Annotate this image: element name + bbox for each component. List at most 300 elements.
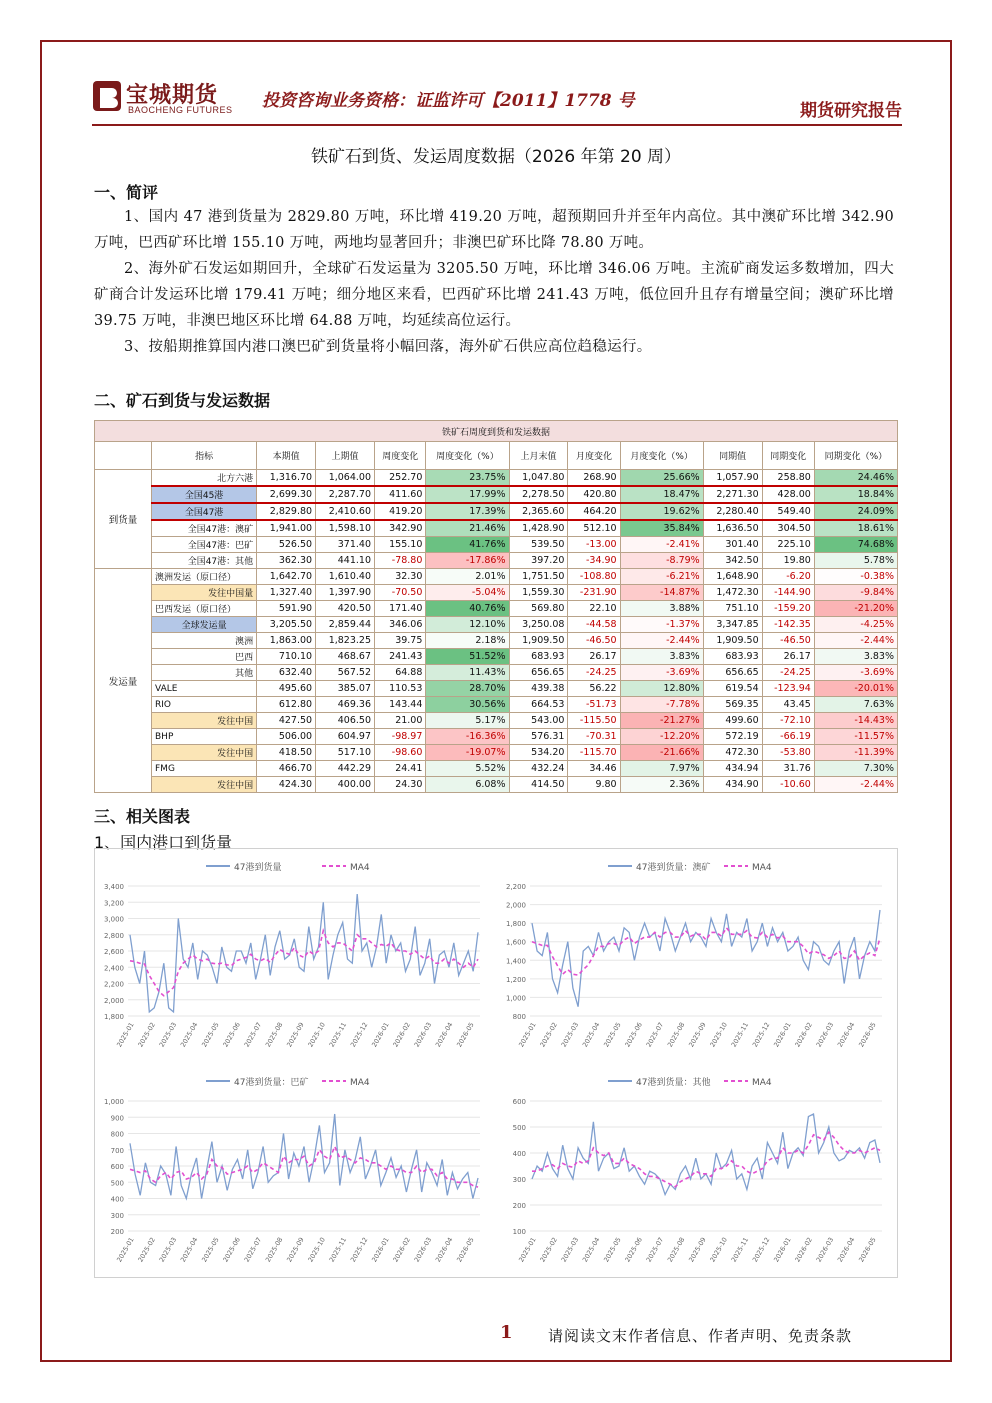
table-cell: 252.70 (375, 470, 426, 487)
table-cell: 439.38 (509, 681, 568, 697)
x-tick-label: 2026-03 (412, 1021, 434, 1049)
table-cell: 371.40 (316, 537, 375, 553)
x-tick-label: 2025-02 (136, 1021, 157, 1049)
table-cell: 683.93 (509, 649, 568, 665)
table-cell: -123.94 (762, 681, 814, 697)
table-cell: -46.50 (568, 633, 620, 649)
x-tick-label: 2026-03 (412, 1236, 434, 1264)
x-tick-label: 2025-09 (285, 1236, 306, 1264)
y-tick-label: 600 (512, 1098, 526, 1106)
header-divider (92, 124, 902, 126)
document-title: 铁矿石到货、发运周度数据（2026 年第 20 周） (310, 147, 682, 167)
table-cell: 3.88% (620, 601, 703, 617)
table-cell: 2,699.30 (257, 486, 316, 503)
row-label: BHP (152, 729, 257, 745)
table-cell: 30.56% (426, 697, 509, 713)
table-cell: 495.60 (257, 681, 316, 697)
x-tick-label: 2025-12 (348, 1236, 370, 1264)
y-tick-label: 1,800 (505, 920, 526, 929)
row-label: RIO (152, 697, 257, 713)
table-cell: 751.10 (703, 601, 762, 617)
y-tick-label: 2,600 (103, 948, 124, 956)
row-label: 澳洲 (152, 633, 257, 649)
table-row (95, 665, 898, 681)
table-cell: 434.94 (703, 761, 762, 777)
table-row (95, 761, 898, 777)
x-tick-label: 2025-05 (602, 1021, 623, 1049)
x-tick-label: 2026-04 (835, 1236, 857, 1264)
x-tick-label: 2026-02 (391, 1236, 412, 1264)
y-tick-label: 3,200 (103, 899, 124, 908)
table-cell: 2.36% (620, 777, 703, 793)
table-row (95, 713, 898, 729)
table-cell: 43.45 (762, 697, 814, 713)
x-tick-label: 2026-01 (772, 1236, 793, 1264)
table-cell: 710.10 (257, 649, 316, 665)
table-cell: 656.65 (703, 665, 762, 681)
x-tick-label: 2025-08 (665, 1021, 687, 1049)
table-cell: 225.10 (762, 537, 814, 553)
table-cell: 572.19 (703, 729, 762, 745)
table-cell: 569.35 (703, 697, 762, 713)
x-tick-label: 2025-07 (644, 1236, 666, 1264)
table-cell: 1,397.90 (316, 585, 375, 601)
table-cell: 362.30 (257, 553, 316, 569)
table-cell: -144.90 (762, 585, 814, 601)
table-cell: 346.06 (375, 617, 426, 633)
table-cell: -2.44% (620, 633, 703, 649)
x-tick-label: 2026-01 (370, 1236, 391, 1264)
y-tick-label: 2,000 (103, 996, 124, 1005)
table-cell: -2.41% (620, 537, 703, 553)
table-cell: 64.88 (375, 665, 426, 681)
chart-3 (94, 1063, 496, 1278)
row-label: 澳洲发运（原口径） (152, 569, 257, 585)
table-cell: -115.50 (568, 713, 620, 729)
table-cell: 419.20 (375, 503, 426, 520)
table-cell: -2.44% (814, 777, 897, 793)
y-tick-label: 400 (110, 1195, 124, 1204)
table-cell: 2,278.50 (509, 486, 568, 503)
x-tick-label: 2025-06 (623, 1021, 644, 1049)
table-row (95, 601, 898, 617)
table-cell: -159.20 (762, 601, 814, 617)
table-cell: -1.37% (620, 617, 703, 633)
table-cell: 442.29 (316, 761, 375, 777)
x-tick-label: 2026-01 (772, 1021, 793, 1049)
table-cell: -24.25 (568, 665, 620, 681)
table-cell: 7.97% (620, 761, 703, 777)
table-cell: -17.86% (426, 553, 509, 569)
x-tick-label: 2025-09 (285, 1021, 306, 1049)
table-cell: 534.20 (509, 745, 568, 761)
table-cell: 1,863.00 (257, 633, 316, 649)
table-cell: 517.10 (316, 745, 375, 761)
table-header-cell (95, 442, 152, 470)
table-cell: 56.22 (568, 681, 620, 697)
legend-label: MA4 (752, 863, 772, 873)
table-cell: 7.63% (814, 697, 897, 713)
table-cell: 464.20 (568, 503, 620, 520)
x-tick-label: 2025-12 (348, 1021, 370, 1049)
legend-label: 47港到货量：澳矿 (636, 863, 711, 873)
x-tick-label: 2025-11 (729, 1236, 751, 1264)
table-cell: 26.17 (568, 649, 620, 665)
table-cell: 31.76 (762, 761, 814, 777)
table-cell: 664.53 (509, 697, 568, 713)
table-header-row (95, 442, 898, 470)
table-cell: 3.83% (814, 649, 897, 665)
table-cell: 441.10 (316, 553, 375, 569)
table-row (95, 520, 898, 537)
series-line (130, 894, 478, 1012)
table-cell: 632.40 (257, 665, 316, 681)
table-cell: 19.80 (762, 553, 814, 569)
x-tick-label: 2025-10 (708, 1236, 729, 1264)
table-cell: 549.40 (762, 503, 814, 520)
summary-paragraph-3: 3、按船期推算国内港口澳巴矿到货量将小幅回落，海外矿石供应高位趋稳运行。 (124, 339, 652, 355)
table-cell: 424.30 (257, 777, 316, 793)
table-cell: 24.09% (814, 503, 897, 520)
x-tick-label: 2026-03 (814, 1236, 836, 1264)
x-tick-label: 2025-04 (580, 1021, 602, 1049)
x-tick-label: 2025-05 (602, 1236, 623, 1264)
chart-2 (496, 848, 898, 1063)
table-row (95, 569, 898, 585)
table-cell: 420.80 (568, 486, 620, 503)
table-cell: -21.20% (814, 601, 897, 617)
table-cell: 420.50 (316, 601, 375, 617)
footer-note: 请阅读文末作者信息、作者声明、免责条款 (548, 1327, 853, 1345)
y-tick-label: 500 (110, 1179, 124, 1188)
table-cell: 304.50 (762, 520, 814, 537)
row-label: VALE (152, 681, 257, 697)
table-cell: 576.31 (509, 729, 568, 745)
table-cell: -19.07% (426, 745, 509, 761)
table-cell: 21.46% (426, 520, 509, 537)
x-tick-label: 2026-04 (433, 1236, 455, 1264)
table-cell: 1,610.40 (316, 569, 375, 585)
table-cell: 18.47% (620, 486, 703, 503)
section-heading-data: 二、矿石到货与发运数据 (94, 391, 271, 410)
table-cell: 406.50 (316, 713, 375, 729)
ma-line (130, 931, 478, 996)
table-cell: 2,859.44 (316, 617, 375, 633)
table-cell: 74.68% (814, 537, 897, 553)
x-tick-label: 2025-02 (538, 1236, 559, 1264)
y-tick-label: 800 (512, 1013, 526, 1021)
y-tick-label: 100 (512, 1228, 526, 1236)
y-tick-label: 400 (512, 1150, 526, 1158)
table-cell: 5.52% (426, 761, 509, 777)
series-line (532, 1114, 880, 1195)
table-cell: 5.17% (426, 713, 509, 729)
x-tick-label: 2025-07 (644, 1021, 666, 1049)
table-cell: 5.78% (814, 553, 897, 569)
logo-icon (92, 80, 122, 112)
x-tick-label: 2026-02 (391, 1021, 412, 1049)
y-tick-label: 1,000 (505, 994, 526, 1003)
table-cell: -78.80 (375, 553, 426, 569)
page-header (92, 76, 902, 128)
table-cell: 418.50 (257, 745, 316, 761)
x-tick-label: 2025-08 (263, 1021, 285, 1049)
group-label-shipment: 发运量 (95, 569, 152, 793)
table-cell: -44.58 (568, 617, 620, 633)
chart-1 (94, 848, 496, 1063)
table-cell: 2,280.40 (703, 503, 762, 520)
table-cell: 18.61% (814, 520, 897, 537)
y-tick-label: 200 (110, 1228, 124, 1236)
page-number: 1 (500, 1322, 513, 1343)
y-tick-label: 3,400 (103, 883, 124, 891)
row-label: 全国47港：澳矿 (152, 520, 257, 537)
y-tick-label: 1,000 (103, 1098, 124, 1106)
table-cell: 612.80 (257, 697, 316, 713)
table-caption: 铁矿石周度到货和发运数据 (95, 421, 898, 442)
table-cell: 24.41 (375, 761, 426, 777)
table-row (95, 729, 898, 745)
table-header-cell: 同期变化 (762, 442, 814, 470)
table-cell: 171.40 (375, 601, 426, 617)
row-label: 其他 (152, 665, 257, 681)
table-row (95, 553, 898, 569)
table-cell: 39.75 (375, 633, 426, 649)
table-cell: -12.20% (620, 729, 703, 745)
table-cell: -115.70 (568, 745, 620, 761)
y-tick-label: 300 (110, 1211, 124, 1220)
table-cell: 3,250.08 (509, 617, 568, 633)
row-label: 巴西 (152, 649, 257, 665)
table-cell: 155.10 (375, 537, 426, 553)
table-cell: 3.83% (620, 649, 703, 665)
table-cell: 342.50 (703, 553, 762, 569)
table-cell: 1,823.25 (316, 633, 375, 649)
table-cell: -6.21% (620, 569, 703, 585)
y-tick-label: 1,400 (505, 957, 526, 966)
table-cell: 468.67 (316, 649, 375, 665)
table-cell: 2,365.60 (509, 503, 568, 520)
x-tick-label: 2025-02 (136, 1236, 157, 1264)
x-tick-label: 2025-12 (750, 1236, 772, 1264)
table-row (95, 486, 898, 503)
x-tick-label: 2026-05 (857, 1021, 878, 1049)
report-type: 期货研究报告 (800, 101, 902, 121)
x-tick-label: 2025-12 (750, 1021, 772, 1049)
table-cell: -9.84% (814, 585, 897, 601)
table-header-cell: 同期值 (703, 442, 762, 470)
table-cell: 25.66% (620, 470, 703, 487)
table-cell: -0.38% (814, 569, 897, 585)
table-cell: 427.50 (257, 713, 316, 729)
table-header-cell: 周度变化 (375, 442, 426, 470)
x-tick-label: 2025-01 (115, 1021, 136, 1049)
table-cell: 41.76% (426, 537, 509, 553)
table-cell: -11.57% (814, 729, 897, 745)
table-cell: 1,636.50 (703, 520, 762, 537)
table-cell: 499.60 (703, 713, 762, 729)
table-cell: -3.69% (620, 665, 703, 681)
legend-label: MA4 (350, 863, 370, 873)
x-tick-label: 2026-05 (455, 1021, 476, 1049)
y-tick-label: 2,000 (505, 901, 526, 910)
table-cell: 1,559.30 (509, 585, 568, 601)
table-cell: -66.19 (762, 729, 814, 745)
x-tick-label: 2025-07 (242, 1236, 264, 1264)
x-tick-label: 2025-03 (559, 1236, 581, 1264)
table-cell: 1,428.90 (509, 520, 568, 537)
table-cell: 2,287.70 (316, 486, 375, 503)
summary-paragraph-1: 1、国内 47 港到货量为 2829.80 万吨，环比增 419.20 万吨，超预期回升并至年内高位。其中澳矿环比增 342.90 万吨，巴西矿环比增 155.10 万吨，两地均显著回升；非澳巴矿环比降 78.80 万吨。 (94, 209, 894, 251)
table-cell: 32.30 (375, 569, 426, 585)
table-cell: 1,327.40 (257, 585, 316, 601)
table-cell: 539.50 (509, 537, 568, 553)
table-cell: -2.44% (814, 633, 897, 649)
x-tick-label: 2026-05 (455, 1236, 476, 1264)
table-cell: 28.70% (426, 681, 509, 697)
table-cell: 385.07 (316, 681, 375, 697)
table-header-cell: 上期值 (316, 442, 375, 470)
table-caption-row (95, 421, 898, 442)
table-cell: 2.18% (426, 633, 509, 649)
table-cell: 1,047.80 (509, 470, 568, 487)
x-tick-label: 2025-09 (687, 1021, 708, 1049)
table-cell: 466.70 (257, 761, 316, 777)
table-cell: 434.90 (703, 777, 762, 793)
table-row (95, 537, 898, 553)
row-label: 全球发运量 (152, 617, 257, 633)
x-tick-label: 2025-02 (538, 1021, 559, 1049)
table-cell: -34.90 (568, 553, 620, 569)
table-cell: 17.39% (426, 503, 509, 520)
table-cell: 469.36 (316, 697, 375, 713)
table-cell: 2.01% (426, 569, 509, 585)
table-cell: 506.00 (257, 729, 316, 745)
table-row (95, 503, 898, 520)
x-tick-label: 2025-07 (242, 1021, 264, 1049)
table-cell: -4.25% (814, 617, 897, 633)
y-tick-label: 300 (512, 1176, 526, 1184)
table-cell: 1,648.90 (703, 569, 762, 585)
table-cell: -51.73 (568, 697, 620, 713)
table-cell: 11.43% (426, 665, 509, 681)
table-cell: -21.27% (620, 713, 703, 729)
table-cell: 1,316.70 (257, 470, 316, 487)
table-cell: 428.00 (762, 486, 814, 503)
row-label: 发往中国 (152, 713, 257, 729)
table-cell: 3,205.50 (257, 617, 316, 633)
row-label: 全国47港：其他 (152, 553, 257, 569)
table-cell: 6.08% (426, 777, 509, 793)
table-cell: 1,642.70 (257, 569, 316, 585)
table-cell: -21.66% (620, 745, 703, 761)
x-tick-label: 2025-09 (687, 1236, 708, 1264)
row-label: 发往中国 (152, 777, 257, 793)
table-row (95, 585, 898, 601)
x-tick-label: 2025-11 (327, 1021, 349, 1049)
legend-label: 47港到货量：巴矿 (234, 1078, 309, 1088)
table-cell: 7.30% (814, 761, 897, 777)
table-cell: 1,751.50 (509, 569, 568, 585)
y-tick-label: 2,800 (103, 931, 124, 940)
y-tick-label: 1,200 (505, 975, 526, 984)
y-tick-label: 1,600 (505, 938, 526, 947)
table-cell: -14.87% (620, 585, 703, 601)
row-label: 发往中国量 (152, 585, 257, 601)
license-text: 投资咨询业务资格：证监许可【2011】1778 号 (262, 91, 635, 111)
y-tick-label: 2,200 (505, 883, 526, 891)
table-cell: 1,598.10 (316, 520, 375, 537)
x-tick-label: 2025-06 (221, 1236, 242, 1264)
x-tick-label: 2025-03 (157, 1021, 179, 1049)
table-cell: 619.54 (703, 681, 762, 697)
y-tick-label: 1,800 (103, 1013, 124, 1021)
x-tick-label: 2026-02 (793, 1236, 814, 1264)
table-cell: 1,909.50 (703, 633, 762, 649)
x-tick-label: 2025-01 (517, 1021, 538, 1049)
table-cell: 23.75% (426, 470, 509, 487)
table-cell: -14.43% (814, 713, 897, 729)
row-label: 全国47港：巴矿 (152, 537, 257, 553)
table-cell: 268.90 (568, 470, 620, 487)
table-header-cell: 本期值 (257, 442, 316, 470)
table-cell: 17.99% (426, 486, 509, 503)
table-cell: -72.10 (762, 713, 814, 729)
table-cell: 683.93 (703, 649, 762, 665)
row-label: FMG (152, 761, 257, 777)
table-cell: 35.84% (620, 520, 703, 537)
table-cell: 34.46 (568, 761, 620, 777)
table-cell: 567.52 (316, 665, 375, 681)
table-cell: 543.00 (509, 713, 568, 729)
x-tick-label: 2025-11 (729, 1021, 751, 1049)
table-cell: 24.30 (375, 777, 426, 793)
table-cell: 110.53 (375, 681, 426, 697)
table-cell: 472.30 (703, 745, 762, 761)
table-cell: -108.80 (568, 569, 620, 585)
table-header-cell: 同期变化（%） (814, 442, 897, 470)
table-cell: 569.80 (509, 601, 568, 617)
table-cell: -98.97 (375, 729, 426, 745)
table-cell: -53.80 (762, 745, 814, 761)
table-cell: 1,472.30 (703, 585, 762, 601)
table-row (95, 470, 898, 487)
table-cell: 2,410.60 (316, 503, 375, 520)
table-header-cell: 月度变化 (568, 442, 620, 470)
table-cell: 1,057.90 (703, 470, 762, 487)
x-tick-label: 2025-04 (178, 1236, 200, 1264)
x-tick-label: 2025-10 (708, 1021, 729, 1049)
table-cell: 19.62% (620, 503, 703, 520)
row-label: 全国45港 (152, 486, 257, 503)
section-heading-summary: 一、简评 (94, 183, 159, 202)
legend-label: MA4 (350, 1078, 370, 1088)
table-cell: 51.52% (426, 649, 509, 665)
x-tick-label: 2025-06 (623, 1236, 644, 1264)
table-cell: 18.84% (814, 486, 897, 503)
table-cell: 2,829.80 (257, 503, 316, 520)
table-cell: -231.90 (568, 585, 620, 601)
x-tick-label: 2025-01 (115, 1236, 136, 1264)
table-cell: -24.25 (762, 665, 814, 681)
x-tick-label: 2026-02 (793, 1021, 814, 1049)
table-cell: -46.50 (762, 633, 814, 649)
x-tick-label: 2026-01 (370, 1021, 391, 1049)
table-cell: -6.20 (762, 569, 814, 585)
x-tick-label: 2025-06 (221, 1021, 242, 1049)
table-cell: -13.00 (568, 537, 620, 553)
x-tick-label: 2025-08 (665, 1236, 687, 1264)
